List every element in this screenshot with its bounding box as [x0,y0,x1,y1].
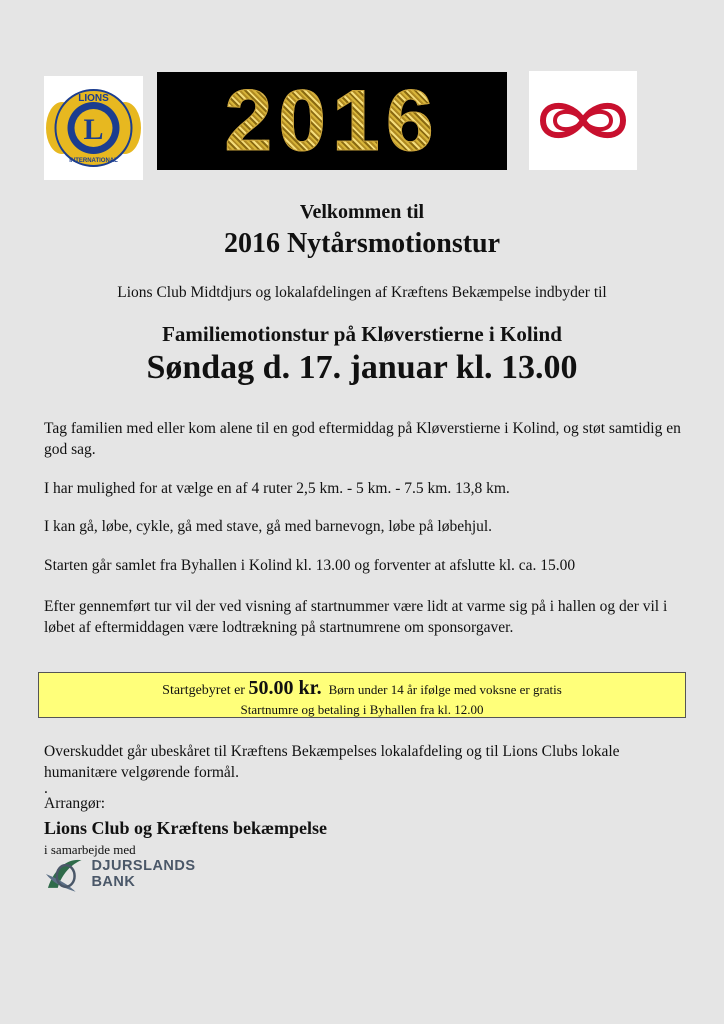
bank-name: DJURSLANDS BANK [91,858,196,890]
event-date: Søndag d. 17. januar kl. 13.00 [146,349,578,386]
infinity-icon [543,106,623,135]
paragraph-invitation: Tag familien med eller kom alene til en god eftermiddag på Kløverstierne i Kolind, og støt samtidig en god sag. [44,420,681,458]
svg-text:L: L [83,113,104,146]
main-title: 2016 Nytårsmotionstur [223,228,501,259]
fee-amount: 50.00 kr. [248,677,322,699]
fee-line [39,677,685,702]
year-banner [157,72,507,170]
year-text: 2016 [224,73,440,169]
lions-international-logo [44,76,143,180]
organizer-name: Lions Club og Kræftens bekæmpelse [44,818,328,838]
paragraph-start: Starten går samlet fra Byhallen i Kolind kl. 13.00 og forventer at afslutte kl. ca. 15.00 [44,557,576,574]
paragraph-proceeds: Overskuddet går ubeskåret til Kræftens Bekæmpelses lokalafdeling og til Lions Clubs lokale humanitære velgørende formål. [44,743,620,781]
intro-text: Lions Club Midtdjurs og lokalafdelingen af Kræftens Bekæmpelse indbyder til [117,284,607,301]
cooperation-label: i samarbejde med [44,842,136,857]
fee-label: Startgebyret er [162,683,249,698]
fee-children-note: Børn under 14 år ifølge med voksne er gratis [328,682,562,697]
bank-emblem-icon [42,854,85,894]
welcome-heading: Velkommen til [299,201,425,223]
kraeftens-bekaempelse-logo [529,71,637,170]
fee-registration-note: Startnumre og betaling i Byhallen fra kl. 12.00 [240,702,484,717]
paragraph-routes: I har mulighed for at vælge en af 4 ruter 2,5 km. - 5 km. - 7.5 km. 13,8 km. [44,480,510,497]
svg-text:LIONS: LIONS [78,93,109,104]
event-subtitle: Familiemotionstur på Kløverstierne i Kolind [162,322,562,346]
fee-box [38,672,686,718]
djurslands-bank-logo [42,854,242,894]
paragraph-activities: I kan gå, løbe, cykle, gå med stave, gå med barnevogn, løbe på løbehjul. [44,518,493,535]
svg-text:INTERNATIONAL: INTERNATIONAL [69,158,118,164]
paragraph-after: Efter gennemført tur vil der ved visning af startnummer være lidt at varme sig på i hallen og der vil i løbet af eftermiddagen være lodtrækning på startnumrene om sponsorgaver. [44,598,668,636]
organizer-label: Arrangør: [44,795,106,812]
stray-dot: . [44,780,48,797]
